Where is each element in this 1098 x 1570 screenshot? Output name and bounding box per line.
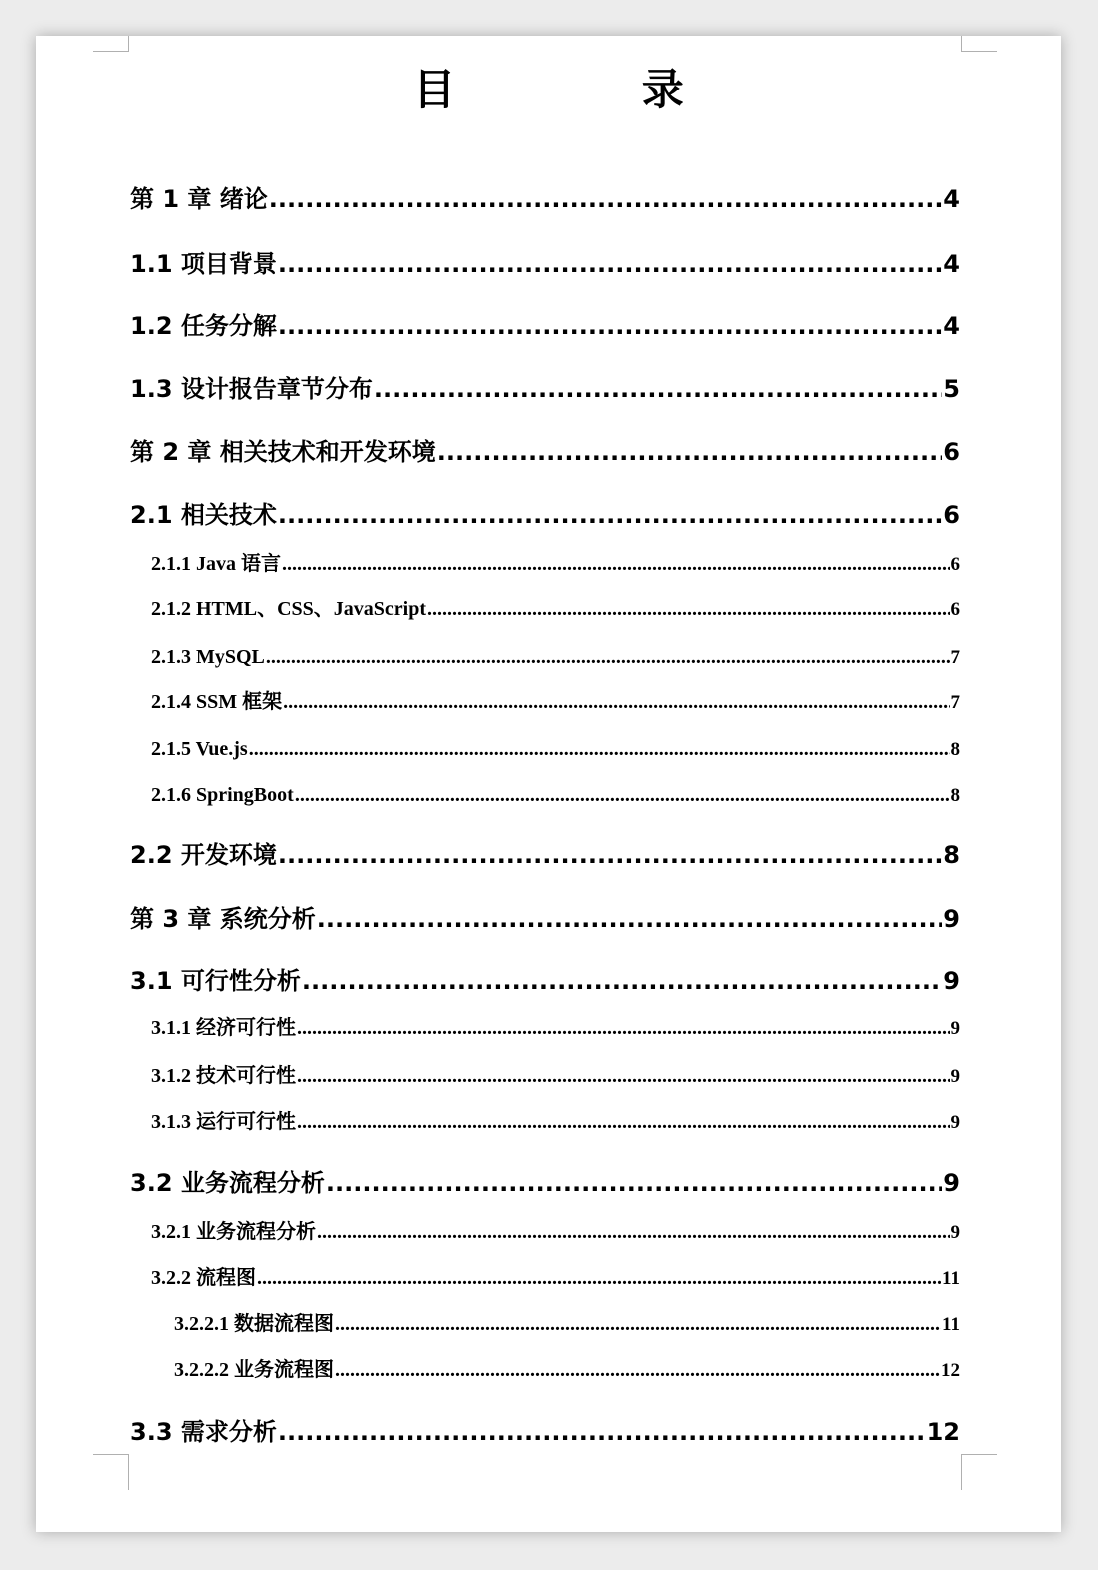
toc-entry-page-number: 12 [941, 1360, 960, 1381]
toc-entry[interactable] [130, 246, 960, 282]
toc-leader-dots [302, 963, 942, 999]
toc-entry-label: 2.1.6 SpringBoot [151, 784, 294, 806]
toc-entry-label: 2.2 开发环境 [130, 841, 277, 869]
toc-leader-dots [278, 308, 942, 344]
toc-entry[interactable] [151, 780, 960, 810]
toc-entry-page-number: 5 [943, 375, 960, 403]
toc-leader-dots [374, 371, 942, 407]
toc-entry-label: 2.1.1 Java 语言 [151, 553, 281, 575]
toc-leader-dots [297, 1013, 950, 1043]
toc-entry[interactable] [130, 308, 960, 344]
toc-leader-dots [283, 687, 949, 717]
toc-entry-label: 3.1.2 技术可行性 [151, 1065, 296, 1087]
toc-entry-label: 2.1.4 SSM 框架 [151, 691, 283, 713]
toc-entry[interactable] [130, 497, 960, 533]
toc-entry-label: 3.2 业务流程分析 [130, 1169, 325, 1197]
toc-entry-label: 2.1.3 MySQL [151, 646, 265, 668]
toc-entry-label: 3.1.3 运行可行性 [151, 1111, 296, 1133]
crop-mark-top-left-v [128, 36, 129, 52]
toc-entry-label: 1.3 设计报告章节分布 [130, 375, 373, 403]
toc-entry[interactable] [130, 901, 960, 937]
toc-entry-page-number: 9 [950, 1018, 960, 1039]
toc-leader-dots [335, 1355, 940, 1385]
toc-entry-page-number: 8 [943, 841, 960, 869]
toc-entry-label: 3.2.2 流程图 [151, 1267, 256, 1289]
crop-mark-bottom-right-v [961, 1454, 962, 1490]
crop-mark-bottom-right-h [961, 1454, 997, 1455]
toc-entry-page-number: 6 [943, 438, 960, 466]
toc-leader-dots [317, 901, 943, 937]
toc-entry-page-number: 11 [942, 1314, 960, 1335]
toc-entry[interactable] [130, 837, 960, 873]
toc-leader-dots [269, 181, 943, 217]
toc-entry[interactable] [151, 594, 960, 624]
toc-entry-label: 1.2 任务分解 [130, 312, 277, 340]
toc-entry-page-number: 4 [943, 312, 960, 340]
toc-entry-page-number: 6 [943, 501, 960, 529]
toc-leader-dots [278, 497, 942, 533]
toc-leader-dots [335, 1309, 941, 1339]
toc-entry[interactable] [130, 181, 960, 217]
toc-entry-page-number: 7 [950, 692, 960, 713]
toc-entry[interactable] [151, 1013, 960, 1043]
toc-entry-page-number: 9 [943, 967, 960, 995]
toc-entry[interactable] [151, 1217, 960, 1247]
crop-mark-top-left-h [93, 51, 129, 52]
toc-entry-label: 3.3 需求分析 [130, 1418, 277, 1446]
toc-entry-page-number: 9 [950, 1066, 960, 1087]
toc-leader-dots [278, 246, 942, 282]
toc-entry-page-number: 9 [950, 1112, 960, 1133]
crop-mark-top-right-v [961, 36, 962, 52]
toc-entry-label: 3.2.2.1 数据流程图 [174, 1313, 334, 1335]
toc-entry-page-number: 6 [950, 599, 960, 620]
toc-entry-label: 2.1 相关技术 [130, 501, 277, 529]
toc-entry-page-number: 6 [950, 554, 960, 575]
toc-leader-dots [278, 837, 942, 873]
toc-leader-dots [257, 1263, 941, 1293]
toc-entry-page-number: 7 [950, 647, 960, 668]
toc-leader-dots [266, 642, 950, 672]
crop-mark-top-right-h [961, 51, 997, 52]
toc-leader-dots [317, 1217, 950, 1247]
toc-leader-dots [437, 434, 943, 470]
toc-entry[interactable] [174, 1355, 960, 1385]
toc-entry-label: 3.1.1 经济可行性 [151, 1017, 296, 1039]
toc-entry-label: 1.1 项目背景 [130, 250, 277, 278]
toc-entry[interactable] [130, 1165, 960, 1201]
toc-entry[interactable] [130, 434, 960, 470]
toc-entry-label: 3.2.1 业务流程分析 [151, 1221, 316, 1243]
toc-leader-dots [295, 780, 950, 810]
toc-entry-label: 3.1 可行性分析 [130, 967, 301, 995]
toc-entry-label: 第 2 章 相关技术和开发环境 [130, 438, 436, 466]
toc-entry-label: 第 3 章 系统分析 [130, 905, 316, 933]
toc-entry[interactable] [151, 642, 960, 672]
toc-entry-label: 2.1.5 Vue.js [151, 738, 248, 760]
toc-entry[interactable] [151, 734, 960, 764]
toc-entry-page-number: 8 [950, 739, 960, 760]
toc-entry[interactable] [174, 1309, 960, 1339]
toc-leader-dots [282, 549, 950, 579]
toc-entry-page-number: 9 [950, 1222, 960, 1243]
toc-title: 目 录 [413, 65, 770, 114]
toc-entry[interactable] [151, 1263, 960, 1293]
toc-entry-page-number: 9 [943, 905, 960, 933]
toc-entry-label: 3.2.2.2 业务流程图 [174, 1359, 334, 1381]
toc-leader-dots [326, 1165, 942, 1201]
toc-entry-page-number: 9 [943, 1169, 960, 1197]
crop-mark-bottom-left-h [93, 1454, 129, 1455]
toc-entry-page-number: 11 [942, 1268, 960, 1289]
toc-entry[interactable] [130, 371, 960, 407]
toc-leader-dots [427, 594, 949, 624]
toc-entry[interactable] [151, 1107, 960, 1137]
toc-leader-dots [249, 734, 950, 764]
crop-mark-bottom-left-v [128, 1454, 129, 1490]
toc-leader-dots [297, 1107, 950, 1137]
toc-entry[interactable] [151, 549, 960, 579]
toc-entry[interactable] [130, 963, 960, 999]
toc-entry-page-number: 12 [926, 1418, 960, 1446]
toc-entry-page-number: 8 [950, 785, 960, 806]
toc-entry-label: 2.1.2 HTML、CSS、JavaScript [151, 598, 427, 620]
toc-leader-dots [297, 1061, 950, 1091]
document-page [36, 36, 1061, 1532]
toc-entry[interactable] [151, 1061, 960, 1091]
toc-entry-page-number: 4 [943, 250, 960, 278]
toc-entry[interactable] [130, 1414, 960, 1450]
toc-entry[interactable] [151, 687, 960, 717]
toc-entry-page-number: 4 [943, 185, 960, 213]
toc-entry-label: 第 1 章 绪论 [130, 185, 268, 213]
toc-leader-dots [278, 1414, 926, 1450]
